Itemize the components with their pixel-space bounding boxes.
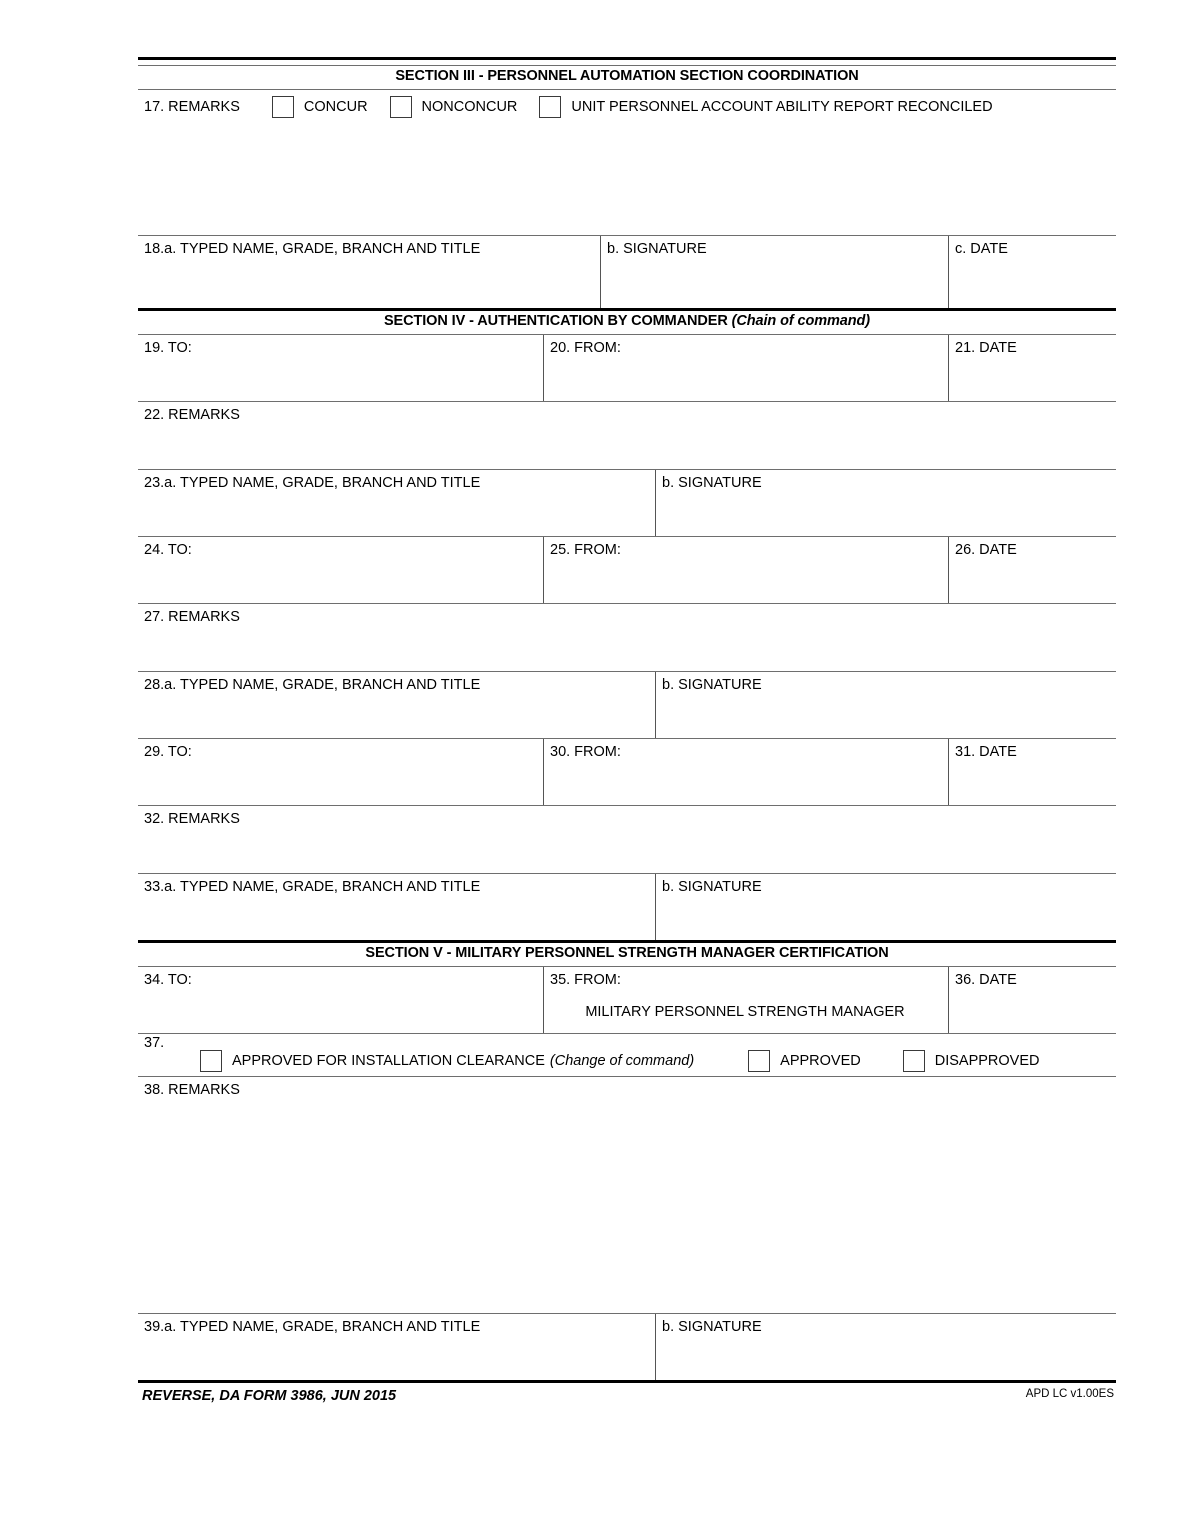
field-18c-cell [948,236,1116,308]
field-36-cell [948,967,1116,1033]
field-37-italic: (Change of command) [549,1052,695,1069]
field-33a-input[interactable] [144,896,655,934]
field-18a-label: 18.a. TYPED NAME, GRADE, BRANCH AND TITLE [144,240,481,257]
checkbox-upar-reconciled-label: UNIT PERSONNEL ACCOUNT ABILITY REPORT RECONCILED [571,98,993,115]
field-23a-label: 23.a. TYPED NAME, GRADE, BRANCH AND TITLE [144,474,481,491]
field-31-label: 31. DATE [955,743,1017,760]
section-iii-top-rule [138,57,1116,60]
field-37-row [138,1034,1116,1076]
field-34-label: 34. TO: [144,971,192,988]
field-28a-input[interactable] [144,694,655,732]
field-17-label: 17. REMARKS [144,98,240,115]
field-33b-label: b. SIGNATURE [662,878,762,895]
section-iii-title: SECTION III - PERSONNEL AUTOMATION SECTION COORDINATION [395,68,859,84]
field-28b-cell [655,672,1116,738]
field-24-label: 24. TO: [144,541,192,558]
field-23a-input[interactable] [144,492,655,530]
field-33a-cell [138,874,655,940]
field-31-cell [948,739,1116,805]
field-18b-cell [600,236,948,308]
field-28-row [138,672,1116,738]
field-33b-cell [655,874,1116,940]
field-28a-label: 28.a. TYPED NAME, GRADE, BRANCH AND TITLE [144,676,481,693]
section-iv-title-italic: (Chain of command) [731,312,871,329]
field-20-label: 20. FROM: [550,339,621,356]
form-footer [138,1383,1116,1404]
field-18b-label: b. SIGNATURE [607,240,707,257]
field-23b-input[interactable] [662,492,1116,530]
field-39-row [138,1314,1116,1380]
field-33a-label: 33.a. TYPED NAME, GRADE, BRANCH AND TITLE [144,878,481,895]
field-31-input[interactable] [955,761,1116,799]
field-33b-input[interactable] [662,896,1116,934]
field-35-cell [543,967,948,1033]
checkbox-nonconcur[interactable] [390,96,412,118]
section-v-title: SECTION V - MILITARY PERSONNEL STRENGTH MANAGER CERTIFICATION [365,944,889,961]
field-39b-input[interactable] [662,1336,1116,1374]
field-35-label: 35. FROM: [550,971,621,988]
field-24-cell [138,537,543,603]
field-18a-input[interactable] [144,258,600,302]
field-34-35-36-row [138,967,1116,1033]
field-26-cell [948,537,1116,603]
field-23-row [138,470,1116,536]
section-iv-title [138,311,1116,334]
field-17-remarks-block [138,90,1116,235]
field-28b-label: b. SIGNATURE [662,676,762,693]
section-iv-title-text: SECTION IV - AUTHENTICATION BY COMMANDER [383,312,728,329]
field-22-label: 22. REMARKS [144,406,240,423]
field-27-label: 27. REMARKS [144,608,240,625]
field-38-input[interactable] [144,1105,1116,1313]
field-26-input[interactable] [955,559,1116,597]
field-38-label: 38. REMARKS [144,1081,240,1098]
field-23a-cell [138,470,655,536]
checkbox-disapproved-label: DISAPPROVED [934,1052,1040,1069]
field-36-input[interactable] [955,989,1116,1027]
field-39b-label: b. SIGNATURE [662,1318,762,1335]
field-32-input[interactable] [144,834,1116,873]
field-24-input[interactable] [144,559,543,597]
checkbox-approved-for-installation-clearance[interactable] [200,1050,222,1072]
field-39a-input[interactable] [144,1336,655,1374]
field-32-remarks-block [138,806,1116,873]
checkbox-approved[interactable] [748,1050,770,1072]
field-30-input[interactable] [550,761,948,799]
field-30-cell [543,739,948,805]
apd-version: APD LC v1.00ES [1025,1387,1114,1400]
field-39a-label: 39.a. TYPED NAME, GRADE, BRANCH AND TITLE [144,1318,481,1335]
field-22-input[interactable] [144,430,1116,469]
field-33-row [138,874,1116,940]
field-19-20-21-row [138,335,1116,401]
field-20-cell [543,335,948,401]
checkbox-disapproved[interactable] [903,1050,925,1072]
form-page [138,0,1116,1536]
field-21-input[interactable] [955,357,1116,395]
field-20-input[interactable] [550,357,948,395]
field-18b-input[interactable] [607,258,948,302]
field-29-30-31-row [138,739,1116,805]
field-27-input[interactable] [144,632,1116,671]
field-32-label: 32. REMARKS [144,810,240,827]
field-29-label: 29. TO: [144,743,192,760]
checkbox-upar-reconciled[interactable] [539,96,561,118]
field-27-remarks-block [138,604,1116,671]
field-36-label: 36. DATE [955,971,1017,988]
field-18c-input[interactable] [955,258,1116,302]
field-34-cell [138,967,543,1033]
checkbox-concur-label: CONCUR [303,98,368,115]
checkbox-nonconcur-label: NONCONCUR [421,98,518,115]
field-18a-cell [138,236,600,308]
field-19-label: 19. TO: [144,339,192,356]
field-35-input[interactable] [550,989,948,1003]
field-18c-label: c. DATE [955,240,1008,257]
field-17-remarks-input[interactable] [144,136,1116,235]
field-25-cell [543,537,948,603]
field-29-cell [138,739,543,805]
field-35-sublabel: MILITARY PERSONNEL STRENGTH MANAGER [585,1003,905,1020]
field-29-input[interactable] [144,761,543,799]
field-28b-input[interactable] [662,694,1116,732]
field-25-input[interactable] [550,559,948,597]
field-37-number: 37. [144,1034,165,1051]
field-19-input[interactable] [144,357,543,395]
field-39a-cell [138,1314,655,1380]
field-39b-cell [655,1314,1116,1380]
field-34-input[interactable] [144,989,543,1027]
field-19-cell [138,335,543,401]
field-28a-cell [138,672,655,738]
checkbox-concur[interactable] [272,96,294,118]
field-23b-label: b. SIGNATURE [662,474,762,491]
field-21-cell [948,335,1116,401]
field-21-label: 21. DATE [955,339,1017,356]
field-30-label: 30. FROM: [550,743,621,760]
field-18-row [138,236,1116,308]
field-37-text: APPROVED FOR INSTALLATION CLEARANCE [232,1052,545,1069]
field-24-25-26-row [138,537,1116,603]
field-25-label: 25. FROM: [550,541,621,558]
checkbox-approved-label: APPROVED [780,1052,861,1069]
field-22-remarks-block [138,402,1116,469]
field-26-label: 26. DATE [955,541,1017,558]
form-identifier: REVERSE, DA FORM 3986, JUN 2015 [142,1387,397,1404]
field-23b-cell [655,470,1116,536]
field-38-remarks-block [138,1077,1116,1313]
